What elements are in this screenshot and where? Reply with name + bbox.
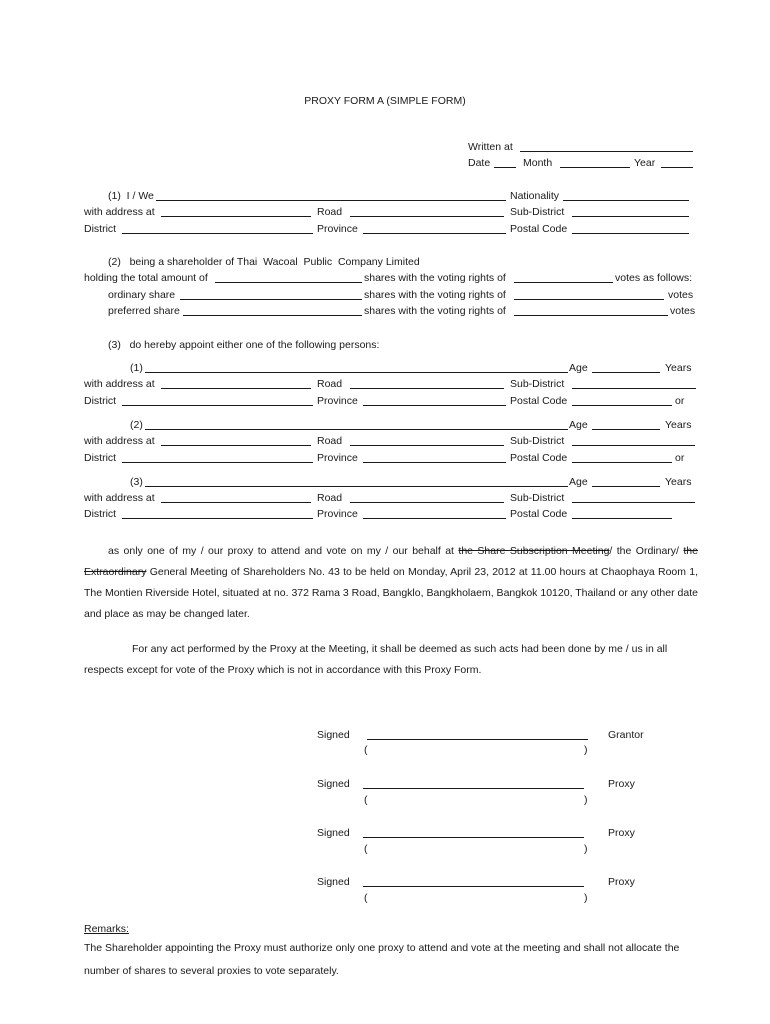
sub-district-field[interactable] <box>572 216 689 217</box>
proxy-sig-3-close-paren: ) <box>584 892 588 904</box>
proxy-sig-1-open-paren: ( <box>364 794 368 806</box>
proxy-3-road-field[interactable] <box>350 502 504 503</box>
ordinary-votes-field[interactable] <box>514 299 664 300</box>
appoint-label: (3) do hereby appoint either one of the following persons: <box>108 339 380 351</box>
grantor-open-paren: ( <box>364 744 368 756</box>
proxy-1-road-label: Road <box>317 378 343 390</box>
preferred-voting-label: shares with the voting rights of <box>364 305 506 317</box>
proxy-sig-2-signed-label: Signed <box>317 827 350 839</box>
year-label: Year <box>634 157 656 169</box>
proxy-3-name-field[interactable] <box>145 486 568 487</box>
proxy-1-or-label: or <box>675 395 685 407</box>
written-at-label: Written at <box>468 141 513 153</box>
province-label: Province <box>317 223 358 235</box>
proxy-2-address-field[interactable] <box>161 445 311 446</box>
total-shares-field[interactable] <box>215 282 362 283</box>
grantor-signed-label: Signed <box>317 729 350 741</box>
proxy-3-sub-district-field[interactable] <box>572 502 695 503</box>
proxy-2-years-label: Years <box>665 419 692 431</box>
grantor-close-paren: ) <box>584 744 588 756</box>
proxy-2-road-label: Road <box>317 435 343 447</box>
meeting-text-c: General Meeting of Shareholders No. 43 to be held on Monday, April 23, 2012 at 11.00 hours at Chaophaya Room 1, The Montien Riverside Hotel, situated at no. 372 Rama 3 Road, Bangklo, Bangkholaem, Bangkok 10120, Thailand or any other date and place as may be changed later. <box>84 566 698 620</box>
proxy-1-district-field[interactable] <box>122 405 313 406</box>
meeting-text-b: / the Ordinary/ <box>609 545 684 557</box>
proxy-1-name-field[interactable] <box>145 372 568 373</box>
proxy-1-sub-district-label: Sub-District <box>510 378 565 390</box>
postal-code-label: Postal Code <box>510 223 568 235</box>
province-field[interactable] <box>363 233 506 234</box>
proxy-1-road-field[interactable] <box>350 388 504 389</box>
nationality-field[interactable] <box>563 200 689 201</box>
acts-paragraph: For any act performed by the Proxy at the Meeting, it shall be deemed as such acts had been done by me / us in all respects except for vote of the Proxy which is not in accordance with this Proxy Form. <box>84 643 668 676</box>
proxy-1-age-field[interactable] <box>592 372 660 373</box>
proxy-2-sub-district-label: Sub-District <box>510 435 565 447</box>
proxy-1-postal-field[interactable] <box>572 405 672 406</box>
proxy-3-postal-field[interactable] <box>572 518 672 519</box>
share-subscription-struck: the Share Subscription Meeting <box>458 545 610 557</box>
proxy-2-province-field[interactable] <box>363 462 506 463</box>
proxy-1-district-label: District <box>84 395 117 407</box>
proxy-3-years-label: Years <box>665 476 692 488</box>
form-title: PROXY FORM A (SIMPLE FORM) <box>304 95 466 107</box>
proxy-1-address-label: with address at <box>84 378 155 390</box>
ordinary-share-label: ordinary share <box>108 289 176 301</box>
proxy-1-number: (1) <box>130 362 143 374</box>
grantor-label: Grantor <box>608 729 644 741</box>
road-label: Road <box>317 206 343 218</box>
preferred-shares-field[interactable] <box>183 315 362 316</box>
proxy-3-age-field[interactable] <box>592 486 660 487</box>
proxy-sig-3-open-paren: ( <box>364 892 368 904</box>
holding-label: holding the total amount of <box>84 272 208 284</box>
proxy-2-road-field[interactable] <box>350 445 504 446</box>
proxy-1-address-field[interactable] <box>161 388 311 389</box>
postal-code-field[interactable] <box>572 233 689 234</box>
address-label: with address at <box>84 206 155 218</box>
i-we-label: (1) I / We <box>108 190 154 202</box>
total-votes-field[interactable] <box>514 282 613 283</box>
meeting-paragraph <box>84 541 698 625</box>
proxy-sig-3-signed-label: Signed <box>317 876 350 888</box>
address-field[interactable] <box>161 216 311 217</box>
proxy-3-district-field[interactable] <box>122 518 313 519</box>
proxy-1-province-field[interactable] <box>363 405 506 406</box>
date-field[interactable] <box>494 167 516 168</box>
proxy-2-sub-district-field[interactable] <box>572 445 695 446</box>
district-label: District <box>84 223 117 235</box>
proxy-2-district-field[interactable] <box>122 462 313 463</box>
proxy-3-sub-district-label: Sub-District <box>510 492 565 504</box>
proxy-sig-2-open-paren: ( <box>364 843 368 855</box>
proxy-sig-3-field[interactable] <box>363 886 584 887</box>
name-field[interactable] <box>156 200 506 201</box>
proxy-1-age-label: Age <box>569 362 588 374</box>
proxy-2-postal-label: Postal Code <box>510 452 568 464</box>
ordinary-shares-field[interactable] <box>180 299 362 300</box>
remarks-text: The Shareholder appointing the Proxy must authorize only one proxy to attend and vote at the meeting and shall not allocate the number of shares to several proxies to vote separately. <box>84 942 680 977</box>
proxy-sig-1-close-paren: ) <box>584 794 588 806</box>
proxy-3-province-label: Province <box>317 508 358 520</box>
proxy-3-address-label: with address at <box>84 492 155 504</box>
company-name: Thai Wacoal Public Company Limited <box>236 256 420 268</box>
proxy-sig-3-label: Proxy <box>608 876 635 888</box>
proxy-sig-2-field[interactable] <box>363 837 584 838</box>
proxy-1-province-label: Province <box>317 395 358 407</box>
written-at-field[interactable] <box>520 151 693 152</box>
proxy-2-or-label: or <box>675 452 685 464</box>
proxy-3-age-label: Age <box>569 476 588 488</box>
proxy-3-province-field[interactable] <box>363 518 506 519</box>
ordinary-votes-label: votes <box>668 289 694 301</box>
year-field[interactable] <box>661 167 693 168</box>
voting-rights-label: shares with the voting rights of <box>364 272 506 284</box>
votes-as-follows-label: votes as follows: <box>615 272 693 284</box>
month-field[interactable] <box>560 167 630 168</box>
ordinary-voting-label: shares with the voting rights of <box>364 289 506 301</box>
proxy-2-address-label: with address at <box>84 435 155 447</box>
proxy-sig-1-label: Proxy <box>608 778 635 790</box>
proxy-2-number: (2) <box>130 419 143 431</box>
road-field[interactable] <box>350 216 504 217</box>
proxy-3-address-field[interactable] <box>161 502 311 503</box>
proxy-sig-2-close-paren: ) <box>584 843 588 855</box>
proxy-1-sub-district-field[interactable] <box>572 388 696 389</box>
shareholder-label: (2) being a shareholder of <box>108 256 237 268</box>
proxy-3-number: (3) <box>130 476 143 488</box>
remarks-heading: Remarks: <box>84 923 129 935</box>
date-label: Date <box>468 157 491 169</box>
nationality-label: Nationality <box>510 190 560 202</box>
grantor-signature-field[interactable] <box>367 739 588 740</box>
proxy-2-postal-field[interactable] <box>572 462 672 463</box>
shareholder-line <box>108 257 420 268</box>
preferred-votes-field[interactable] <box>514 315 668 316</box>
proxy-3-postal-label: Postal Code <box>510 508 568 520</box>
proxy-2-age-field[interactable] <box>592 429 660 430</box>
proxy-2-district-label: District <box>84 452 117 464</box>
proxy-1-postal-label: Postal Code <box>510 395 568 407</box>
proxy-2-province-label: Province <box>317 452 358 464</box>
preferred-share-label: preferred share <box>108 305 180 317</box>
district-field[interactable] <box>122 233 313 234</box>
sub-district-label: Sub-District <box>510 206 565 218</box>
meeting-text-a: as only one of my / our proxy to attend and vote on my / our behalf at <box>108 545 459 557</box>
proxy-sig-2-label: Proxy <box>608 827 635 839</box>
proxy-3-road-label: Road <box>317 492 343 504</box>
proxy-2-age-label: Age <box>569 419 588 431</box>
proxy-3-district-label: District <box>84 508 117 520</box>
proxy-sig-1-field[interactable] <box>363 788 584 789</box>
preferred-votes-label: votes <box>670 305 696 317</box>
proxy-2-name-field[interactable] <box>145 429 568 430</box>
month-label: Month <box>523 157 553 169</box>
proxy-sig-1-signed-label: Signed <box>317 778 350 790</box>
proxy-1-years-label: Years <box>665 362 692 374</box>
extraordinary-struck: the Extraordinary <box>84 545 698 578</box>
